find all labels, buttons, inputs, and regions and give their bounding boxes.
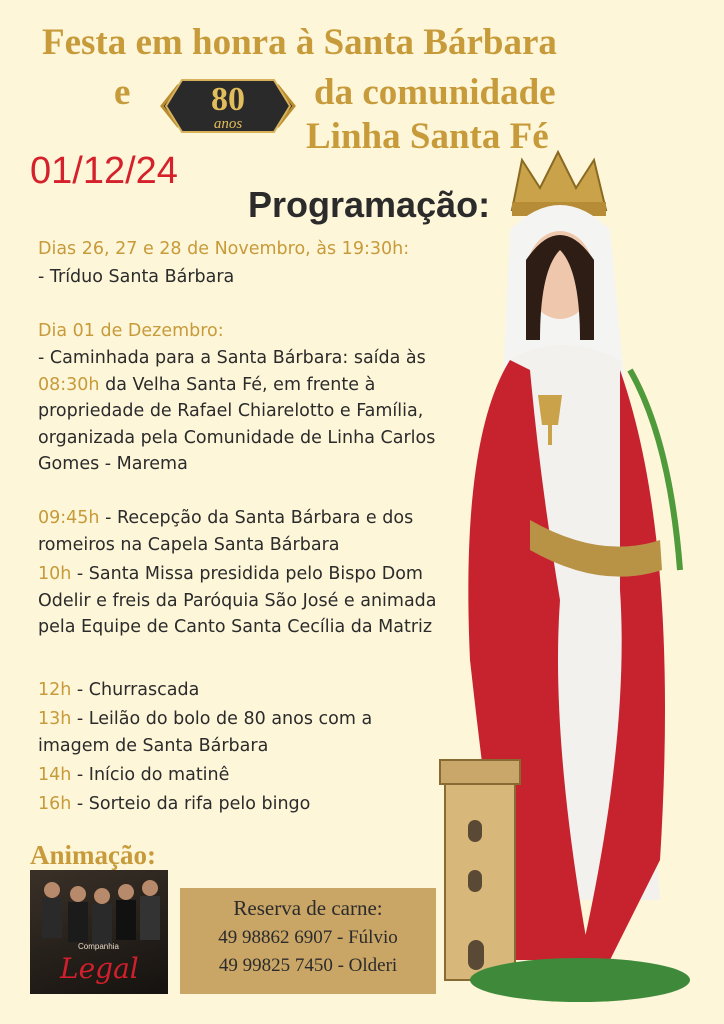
caminhada-item: - Caminhada para a Santa Bárbara: saída às 08:30h da Velha Santa Fé, em frente à propriedade de Rafael Chiarelotto e Família, organizada pela Comunidade de Linha Carlos Gomes - Marema <box>38 348 436 474</box>
schedule-item: 09:45h - Recepção da Santa Bárbara e dos romeiros na Capela Santa Bárbara <box>38 508 414 555</box>
schedule-item: 10h - Santa Missa presidida pelo Bispo Dom Odelir e freis da Paróquia São José e animada pela Equipe de Canto Santa Cecília da Matriz <box>38 564 437 637</box>
band-logo: Legal <box>60 952 139 985</box>
reserva-title: Reserva de carne: <box>233 896 383 920</box>
santa-barbara-statue <box>430 140 724 1020</box>
tower-icon <box>440 760 520 980</box>
seal-word: anos <box>213 116 243 132</box>
schedule-item: 14h - Início do matinê <box>38 765 230 785</box>
band-members-image <box>30 870 168 950</box>
schedule-item: 13h - Leilão do bolo de 80 anos com a imagem de Santa Bárbara <box>38 709 373 756</box>
seal-number: 80 <box>211 81 245 118</box>
triduo-item: - Tríduo Santa Bárbara <box>38 267 235 287</box>
schedule-item: 16h - Sorteio da rifa pelo bingo <box>38 794 311 814</box>
band-photo <box>30 870 168 994</box>
programacao-title: Programação: <box>248 184 491 225</box>
reserva-phone-1: 49 98862 6907 - Fúlvio <box>218 927 398 948</box>
reserva-box <box>180 888 436 994</box>
band-logo-small: Companhia <box>78 942 119 951</box>
anniversary-seal <box>152 66 304 146</box>
animacao-title: Animação: <box>30 840 156 870</box>
header-line-3: Linha Santa Fé <box>306 116 549 157</box>
header-line-1: Festa em honra à Santa Bárbara <box>42 22 557 63</box>
event-date: 01/12/24 <box>30 150 178 192</box>
header-line-2-left: e <box>114 72 131 113</box>
schedule-item: 12h - Churrascada <box>38 680 200 700</box>
reserva-phone-2: 49 99825 7450 - Olderi <box>218 955 398 976</box>
header-line-2-right: da comunidade <box>314 72 556 113</box>
dias-label: Dias 26, 27 e 28 de Novembro, às 19:30h: <box>38 239 410 259</box>
dia01-label: Dia 01 de Dezembro: <box>38 321 224 341</box>
